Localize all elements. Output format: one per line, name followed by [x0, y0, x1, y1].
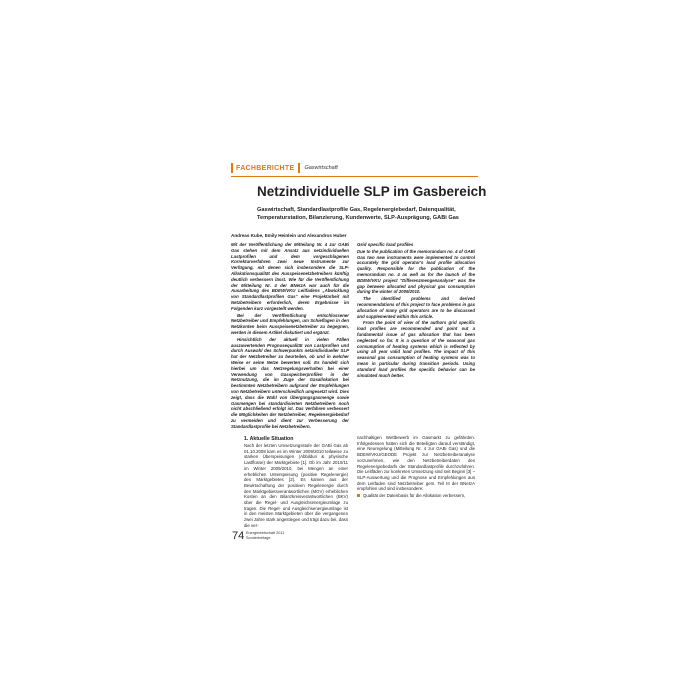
abstract-en-heading: Grid specific load profiles — [357, 242, 414, 247]
journal-info — [246, 531, 284, 540]
bullet-item — [357, 493, 475, 499]
body-paragraph: Nach der letzten Umsetzungsstufe der GABi Gas ab 01.10.2008 kam es im Winter 2009/2010 teilweise zu starken Überspeisungen (Abbildun & physische Lastflüsse) der Marktgebiete [1]. Ob im Jahr 2010/11 im Winter 2009/2010, bei Mengen an einer erheblichen Unterspeisung (positive Regelenergie) des Marktgebietes [2]. Es kamen aus der Bewirtschaftung der positiven Regelenergie durch den Marktgebietsverantwortlichen (MGV) erheblichen Kosten an den Bilanzkreisverantwortlichen (BKV) über die Regel- und Ausgleichsenergieumlage zu tragen. Die Regel- und Ausgleichsenergieumlage ist in den meisten Marktgebieten über die vergangenen zwei Jahre stark angestiegen und trägt dazu bei, dass die ver- — [244, 443, 348, 528]
bullet-text: Qualität der Datenbasis für die Allokation verbessern, — [363, 493, 466, 499]
section-header — [231, 162, 338, 174]
journal-line: Energiewirtschaft 2011 — [246, 531, 285, 535]
abstract-en-paragraph: From the point of view of the authors grid specific load profiles are recommended and point out a fundamental issue of gas allocation that has been neglected so far. It is a question of the seasonal gas consumption of heating systems which is reflected by using all year valid load profiles. The impact of this seasonal gas consumption of heating systems was to mean in particular during transition periods. Using standard load profiles the specific behavior can be simulated much better. — [357, 320, 475, 378]
body-column-right — [357, 435, 475, 499]
abstract-en-paragraph: The identified problems and derived recommendations of this project to face problems in gas allocation of many grid operators are to be discussed and supplemented within this article. — [357, 296, 475, 319]
abstract-de-paragraph: Mit der Veröffentlichung der Mitteilung Nr. 4 zur GABi Gas stehen mit dem Ansatz aus netzindividuellen Lastprofilen und dem vorgeschlagenen Korrekturverfahren zwei neue Instrumente zur Verfügung, mit denen sich insbesondere die SLP-Allokationsqualität des Ausspeisenetzbetreibers künftig deutlich verbessern lässt. Wie für die Veröffentlichung der Mitteilung Nr. 4 der BNetzA war auch für die Ausarbeitung des BDEW/VKU Leitfadens „Abwicklung von Standardlastprofilen Gas“ eine Projektarbeit mit Netzbetreibern erforderlich, deren Ergebnisse im Folgenden kurz vorgestellt werden. — [231, 242, 349, 311]
subsection-label: Gaswirtschaft — [304, 165, 338, 171]
abstract-german — [231, 242, 349, 431]
page-number: 74 — [232, 530, 245, 542]
body-column-left — [244, 443, 348, 530]
abstract-de-paragraph: Bei der Veröffentlichung entschlossener Netzbetreiber und Empfehlungen, um Schieflagen in den Netzkonten beim Ausspeisenetzbetreiber zu begegnen, werden in diesem Artikel diskutiert und ergänzt. — [231, 312, 349, 335]
body-paragraph: nachhaltigen Wettbewerb im Gasmarkt zu gefährden. Infolgedessen hatten sich die Beteiligten darauf verständigt, eine Neuregelung (Mitteilung Nr. 4 zur GABi Gas) und die BDEW/VKU/GEODE Projekt zur Netzbetreiberanalyse vorzunehmen, wie den Netzbetreiberdaten des Regelenergiebedarfs der Standardlastprofile durchzuführen. Die Leitfäden zur konkreten Umsetzung sind seit Beginn [3] – SLP-Auswertung und die Prognose und Empfehlungen aus dem Leitfaden sind Netzbetreiber gem. Teil III der BNetzA empfohlen und sind insbesondere: — [357, 435, 475, 492]
section-bar-left — [231, 163, 233, 173]
section-heading: 1. Aktuelle Situation — [244, 436, 294, 442]
section-bar-right — [298, 163, 300, 173]
abstract-en-paragraph: Due to the publication of the memorandum no. 4 of GABi Gas two new instruments were implemented to control accurately the grid operator's load profile allocation quality. Responsible for the publication of the memorandum no. 4 as well as for the launch of the BDEW/VKU project "Differenzmengenanalyse" was the gap between allocated and physical gas consumption during the winter of 2009/2010. — [357, 248, 475, 295]
article-title: Netzindividuelle SLP im Gasbereich — [257, 184, 487, 199]
abstract-de-paragraph: Hinsichtlich der aktuell in vielen Fällen auszuwertenden Prognosequalität von Lastprofilen und durch Auswahl des Schwerpunkts netzindividueller SLP hat der Netzbetreiber zu beurteilen, ob und in welcher Weise er seine Netze bewerten soll. Es handelt sich hierbei um das Netzregelungsverhalten bei einer Verwendung von Gasspeicherprofilen in der Netznutzung, die im Zuge der Gasallokation bei bestimmten Netzbetreibern aufgrund der Empfehlungen von Netzbetreibern unterschiedlich umgesetzt wird. Dies zeigt, dass die Wahl von Übergangsgasmenge sowie Gasmengen bei standardisierten Netzbetreibern noch nicht abschließend erfolgt ist. Das Verfahren verbessert die Möglichkeiten der Netzbetreiber, Regelenergiebedarf zu vermeiden und dient zur Verbesserung der Standardlastprofile bei Netzbetreibern. — [231, 336, 349, 429]
journal-line: Sonderbeilage — [246, 535, 271, 540]
header-rule — [231, 176, 478, 177]
article-keywords: Gaswirtschaft, Standardlastprofile Gas, Regelenergiebedarf, Datenqualität, Temperaturstation, Bilanzierung, Kundenwerte, SLP-Ausprägung, GABi Gas — [257, 207, 459, 221]
section-label: FACHBERICHTE — [236, 164, 295, 172]
abstract-english — [357, 242, 475, 379]
article-authors: Andreas Kube, Emily Heinlein und Alexandros Huber — [231, 233, 347, 238]
bullet-square-icon — [357, 494, 360, 497]
